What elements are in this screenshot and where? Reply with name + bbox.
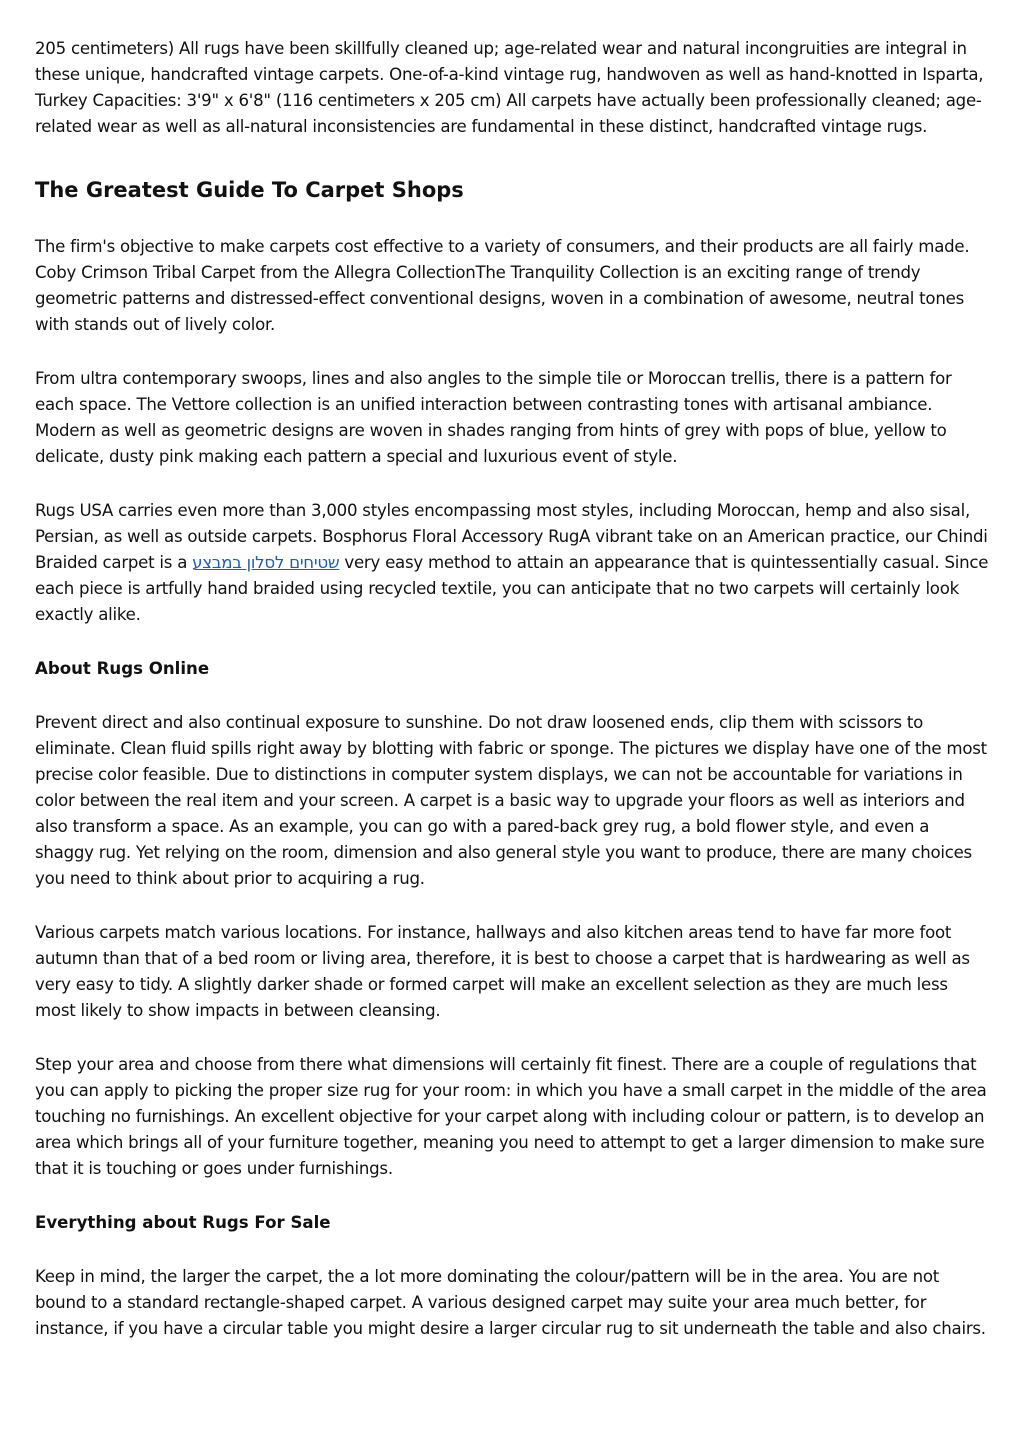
section-heading: The Greatest Guide To Carpet Shops	[35, 178, 464, 202]
paragraph: Step your area and choose from there what dimensions will certainly fit finest. There are a couple of regulations that you can apply to picking the proper size rug for your room: in which you have a small carpet in the middle of the area touching no furnishings. An excellent objective for your carpet along with including colour or pattern, is to develop an area which brings all of your furniture together, meaning you need to attempt to get a larger dimension to make sure that it is touching or goes under furnishings.	[35, 1055, 987, 1178]
paragraph: From ultra contemporary swoops, lines and also angles to the simple tile or Moroccan trellis, there is a pattern for each space. The Vettore collection is an unified interaction between contrasting tones with artisanal ambiance. Modern as well as geometric designs are woven in shades ranging from hints of grey with pops of blue, yellow to delicate, dusty pink making each pattern a special and luxurious event of style.	[35, 369, 952, 466]
paragraph-with-link	[35, 498, 990, 628]
paragraph: Various carpets match various locations. For instance, hallways and also kitchen areas tend to have far more foot autumn than that of a bed room or living area, therefore, it is best to choose a carpet that is hardwearing as well as very easy to tidy. A slightly darker shade or formed carpet will make an excellent selection as they are much less most likely to show impacts in between cleansing.	[35, 923, 970, 1020]
subsection-heading: About Rugs Online	[35, 659, 210, 678]
paragraph-text: very easy method to attain an appearance that is quintessentially casual. Since each piece is artfully hand braided using recycled textile, you can anticipate that no two carpets will certainly look exactly alike.	[35, 553, 989, 624]
paragraph: 205 centimeters) All rugs have been skillfully cleaned up; age-related wear and natural incongruities are integral in these unique, handcrafted vintage carpets. One-of-a-kind vintage rug, handwoven as well as hand-knotted in Isparta, Turkey Capacities: 3'9" x 6'8" (116 centimeters x 205 cm) All carpets have actually been professionally cleaned; age-related wear as well as all-natural inconsistencies are fundamental in these distinct, handcrafted vintage rugs.	[35, 39, 984, 136]
paragraph: The firm's objective to make carpets cost effective to a variety of consumers, and their products are all fairly made. Coby Crimson Tribal Carpet from the Allegra CollectionThe Tranquility Collection is an exciting range of trendy geometric patterns and distressed-effect conventional designs, woven in a combination of awesome, neutral tones with stands out of lively color.	[35, 237, 970, 334]
paragraph: Keep in mind, the larger the carpet, the a lot more dominating the colour/pattern will be in the area. You are not bound to a standard rectangle-shaped carpet. A various designed carpet may suite your area much better, for instance, if you have a circular table you might desire a larger circular rug to sit underneath the table and also chairs.	[35, 1267, 986, 1338]
subsection-heading: Everything about Rugs For Sale	[35, 1213, 331, 1232]
paragraph-text: Rugs USA carries even more than 3,000 styles encompassing most styles, including Moroccan, hemp and also sisal, Persian, as well as outside carpets. Bosphorus Floral Accessory RugA vibrant take on an American practice, our Chindi Braided carpet is a	[35, 501, 988, 572]
paragraph: Prevent direct and also continual exposure to sunshine. Do not draw loosened ends, clip them with scissors to eliminate. Clean fluid spills right away by blotting with fabric or sponge. The pictures we display have one of the most precise color feasible. Due to distinctions in computer system displays, we can not be accountable for variations in color between the real item and your screen. A carpet is a basic way to upgrade your floors as well as interiors and also transform a space. As an example, you can go with a pared-back grey rug, a bold flower style, and even a shaggy rug. Yet relying on the room, dimension and also general style you want to produce, there are many choices you need to think about prior to acquiring a rug.	[35, 713, 987, 888]
hebrew-link[interactable]: שטיחים לסלון במבצע	[192, 553, 340, 572]
